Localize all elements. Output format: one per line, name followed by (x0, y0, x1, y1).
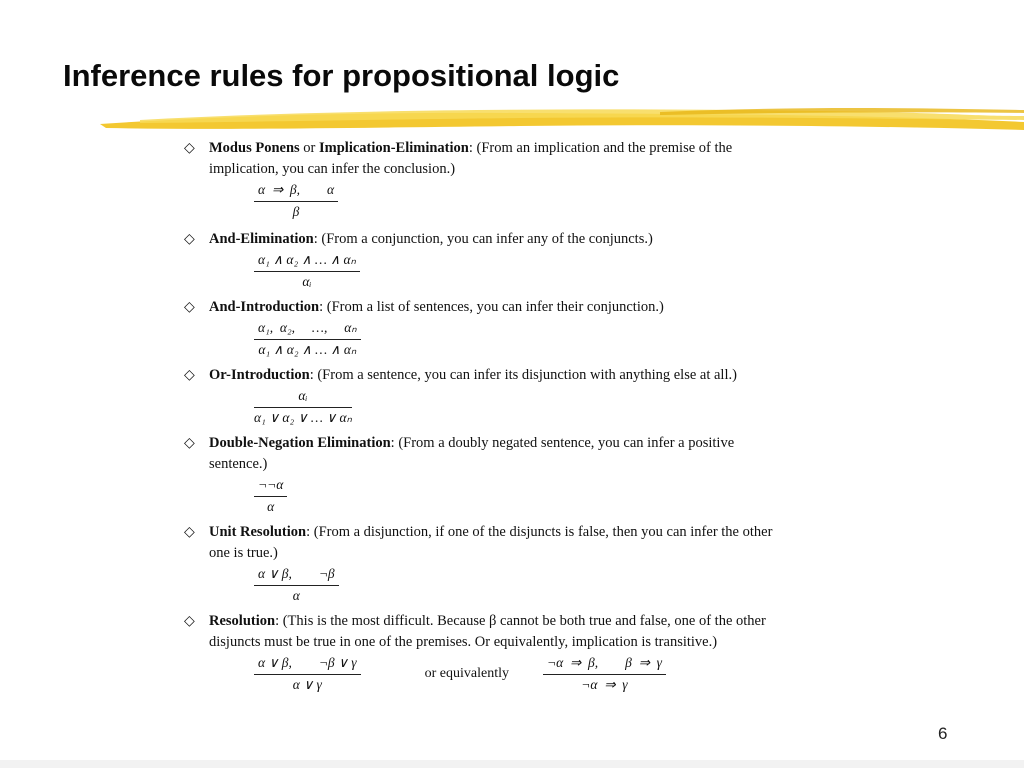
page-number: 6 (938, 724, 948, 743)
rule-description (209, 522, 774, 564)
rule-formula (254, 477, 774, 516)
rule-and-introduction (184, 297, 774, 359)
rule-name: Double-Negation Elimination (209, 435, 391, 451)
rule-formula (254, 320, 774, 359)
premise: αᵢ (254, 388, 352, 408)
fraction (254, 320, 361, 358)
rule-alt-name: Implication-Elimination (319, 140, 469, 156)
diamond-bullet-icon: ◇ (184, 232, 195, 247)
rule-description (209, 611, 774, 653)
rule-description (209, 365, 774, 386)
rule-description (209, 433, 774, 475)
rule-unit-resolution (184, 522, 774, 605)
rule-name-joiner: or (299, 140, 319, 156)
premise: ¬¬α (254, 477, 287, 497)
fraction (254, 388, 352, 426)
diamond-bullet-icon: ◇ (184, 300, 195, 315)
rule-explanation: : (From a conjunction, you can infer any of the conjuncts.) (313, 231, 653, 247)
rule-modus-ponens (184, 138, 774, 221)
slide-title: Inference rules for propositional logic (63, 58, 620, 93)
rule-formula (254, 252, 774, 291)
conclusion: α (267, 499, 275, 514)
rule-resolution (184, 611, 774, 693)
rule-formula (254, 655, 774, 693)
footer-band (0, 760, 1024, 768)
conclusion: ¬α ⇒ γ (581, 677, 628, 692)
title-highlight-stroke (100, 104, 1024, 140)
rule-explanation: : (From an implication and the premise of the implication, you can infer the conclusion.) (209, 140, 733, 177)
rule-explanation: : (This is the most difficult. Because β cannot be both true and false, one of the other disjuncts must be true in one of the premises. Or equivalently, implication is transitive.) (209, 613, 766, 650)
rule-or-introduction (184, 365, 774, 427)
rule-name: Unit Resolution (209, 524, 307, 540)
premise: α₁ ∧ α₂ ∧ … ∧ αₙ (254, 252, 360, 272)
rule-description (209, 138, 774, 180)
diamond-bullet-icon: ◇ (184, 368, 195, 383)
rule-formula (254, 182, 774, 221)
rule-explanation: : (From a doubly negated sentence, you can infer a positive sentence.) (209, 435, 735, 472)
diamond-bullet-icon: ◇ (184, 141, 195, 156)
diamond-bullet-icon: ◇ (184, 614, 195, 629)
rule-name: Or-Introduction (209, 367, 310, 383)
conclusion: β (292, 204, 300, 219)
rule-description (209, 229, 774, 250)
fraction (254, 655, 361, 693)
fraction (254, 477, 287, 515)
rule-name: Modus Ponens (209, 140, 300, 156)
or-equivalently-label: or equivalently (424, 666, 509, 681)
conclusion: α ∨ γ (292, 677, 322, 692)
rule-and-elimination (184, 229, 774, 291)
rule-name: And-Elimination (209, 231, 314, 247)
conclusion: αᵢ (302, 274, 312, 289)
premise: ¬α ⇒ β, β ⇒ γ (543, 655, 666, 675)
diamond-bullet-icon: ◇ (184, 525, 195, 540)
rule-name: And-Introduction (209, 299, 320, 315)
rule-name: Resolution (209, 613, 276, 629)
rule-formula (254, 566, 774, 605)
diamond-bullet-icon: ◇ (184, 436, 195, 451)
rule-explanation: : (From a sentence, you can infer its disjunction with anything else at all.) (309, 367, 737, 383)
fraction-alternative (543, 655, 666, 693)
premise: α₁, α₂, …, αₙ (254, 320, 361, 340)
conclusion: α₁ ∨ α₂ ∨ … ∨ αₙ (254, 410, 352, 425)
premise: α ∨ β, ¬β (254, 566, 339, 586)
rule-explanation: : (From a list of sentences, you can infer their conjunction.) (319, 299, 664, 315)
conclusion: α (292, 588, 300, 603)
fraction (254, 182, 338, 220)
rule-explanation: : (From a disjunction, if one of the disjuncts is false, then you can infer the other one is true.) (209, 524, 773, 561)
rule-description (209, 297, 774, 318)
conclusion: α₁ ∧ α₂ ∧ … ∧ αₙ (258, 342, 357, 357)
premise: α ⇒ β, α (254, 182, 338, 202)
rule-double-negation-elimination (184, 433, 774, 516)
fraction (254, 252, 360, 290)
premise: α ∨ β, ¬β ∨ γ (254, 655, 361, 675)
fraction (254, 566, 339, 604)
inference-rules-list (184, 138, 774, 693)
rule-formula (254, 388, 774, 427)
